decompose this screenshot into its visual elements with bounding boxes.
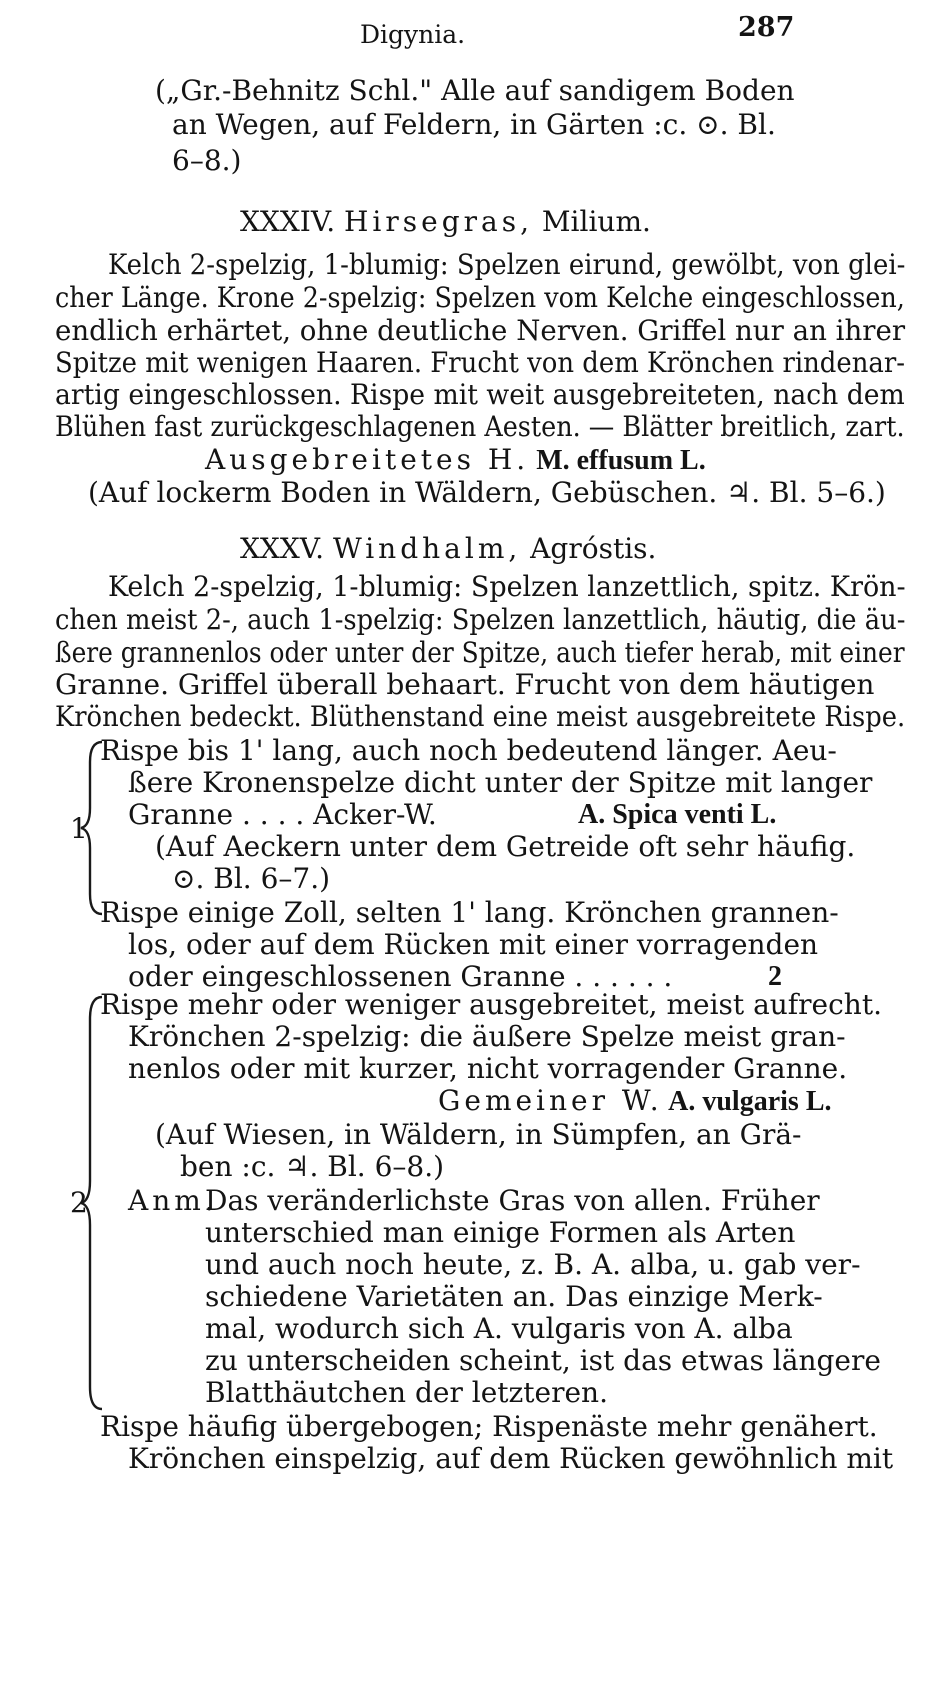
page-number: 287 <box>738 12 795 43</box>
section-35-number: XXXV. <box>240 532 333 565</box>
section-35-german-name: Windhalm, <box>332 532 522 565</box>
key-1b-line-2: los, oder auf dem Rücken mit einer vorragenden <box>128 928 819 961</box>
key-2a-species-latin: A. vulgaris L. <box>662 1086 832 1117</box>
section-34-desc-4: Spitze mit wenigen Haaren. Frucht von dem Krönchen rindenar- <box>55 346 905 379</box>
section-35-desc-1: Kelch 2-spelzig, 1-blumig: Spelzen lanzettlich, spitz. Krön- <box>108 570 906 603</box>
intro-line-2: an Wegen, auf Feldern, in Gärten :c. ⊙. Bl. <box>172 108 776 141</box>
intro-line-1: („Gr.-Behnitz Schl." Alle auf sandigem Boden <box>155 74 795 107</box>
key-2a-note-2: unterschied man einige Formen als Arten <box>205 1216 796 1249</box>
section-34-german-name: Hirsegras, <box>344 205 533 238</box>
key-1a-line-4: (Auf Aeckern unter dem Getreide oft sehr häufig. <box>155 830 856 863</box>
section-35-heading <box>240 532 656 566</box>
key-2a-note-3: und auch noch heute, z. B. A. alba, u. gab ver- <box>205 1248 861 1281</box>
section-34-number: XXXIV. <box>240 205 344 238</box>
key-1b-line-3: oder eingeschlossenen Granne . . . . . . <box>128 960 673 993</box>
section-34-desc-3: endlich erhärtet, ohne deutliche Nerven. Griffel nur an ihrer <box>55 314 906 347</box>
key-2a-note-label: Anm. <box>128 1184 218 1217</box>
section-34-desc-6: Blühen fast zurückgeschlagenen Aesten. — Blätter breitlich, zart. <box>55 410 905 443</box>
section-34-species-latin: M. effusum L. <box>529 445 706 476</box>
key-2a-note-5: mal, wodurch sich A. vulgaris von A. alba <box>205 1312 793 1345</box>
section-35-desc-3: ßere grannenlos oder unter der Spitze, auch tiefer herab, mit einer <box>55 636 905 669</box>
section-35-desc-2: chen meist 2-, auch 1-spelzig: Spelzen lanzettlich, häutig, die äu- <box>55 603 906 636</box>
key-2b-line-1: Rispe häufig übergebogen; Rispenäste mehr genähert. <box>100 1410 878 1443</box>
section-34-species-german: Ausgebreitetes H. <box>205 443 530 476</box>
section-34-latin-name: Milium. <box>532 205 651 238</box>
section-35-desc-5: Krönchen bedeckt. Blüthenstand eine meist ausgebreitete Rispe. <box>55 700 906 733</box>
section-34-heading <box>240 205 651 239</box>
key-1b-reference: 2 <box>768 961 782 992</box>
key-2a-line-3: nenlos oder mit kurzer, nicht vorragender Granne. <box>128 1052 848 1085</box>
key-2a-species-german: Gemeiner W. <box>438 1084 663 1117</box>
section-34-desc-2: cher Länge. Krone 2-spelzig: Spelzen vom Kelche eingeschlossen, <box>55 281 905 314</box>
key-2a-note-1: Das veränderlichste Gras von allen. Früher <box>205 1184 820 1217</box>
key-2a-note-6: zu unterscheiden scheint, ist das etwas längere <box>205 1344 881 1377</box>
section-35-desc-4: Granne. Griffel überall behaart. Frucht von dem häutigen <box>55 668 875 701</box>
section-34-species <box>205 443 706 478</box>
section-35-latin-name: Agróstis. <box>521 532 657 565</box>
key-1a-line-2: ßere Kronenspelze dicht unter der Spitze mit langer <box>128 766 873 799</box>
key-2b-line-2: Krönchen einspelzig, auf dem Rücken gewöhnlich mit <box>128 1442 894 1475</box>
key-2a-note-7: Blatthäutchen der letzteren. <box>205 1376 608 1409</box>
key-2a-line-1: Rispe mehr oder weniger ausgebreitet, meist aufrecht. <box>100 988 882 1021</box>
key-1a-line-5: ⊙. Bl. 6–7.) <box>172 862 331 895</box>
section-34-desc-5: artig eingeschlossen. Rispe mit weit ausgebreiteten, nach dem <box>55 378 905 411</box>
section-34-desc-1: Kelch 2-spelzig, 1-blumig: Spelzen eirund, gewölbt, von glei- <box>108 248 906 281</box>
key-1-number: 1 <box>70 812 88 845</box>
key-2a-habitat-1: (Auf Wiesen, in Wäldern, in Sümpfen, an Grä- <box>155 1118 802 1151</box>
key-1a-species-latin: A. Spica venti L. <box>578 799 777 830</box>
key-2-number: 2 <box>70 1186 88 1219</box>
key-1a-line-1: Rispe bis 1' lang, auch noch bedeutend länger. Aeu- <box>100 734 837 767</box>
key-1b-line-1: Rispe einige Zoll, selten 1' lang. Krönchen grannen- <box>100 896 839 929</box>
key-1a-line-3: Granne . . . . Acker-W. <box>128 798 437 831</box>
key-2a-note-4: schiedene Varietäten an. Das einzige Merk- <box>205 1280 823 1313</box>
key-2a-habitat-2: ben :c. ♃. Bl. 6–8.) <box>180 1150 445 1183</box>
running-title: Digynia. <box>360 20 466 49</box>
section-34-habitat: (Auf lockerm Boden in Wäldern, Gebüschen. ♃. Bl. 5–6.) <box>88 476 886 509</box>
intro-line-3: 6–8.) <box>172 144 242 177</box>
key-2a-line-2: Krönchen 2-spelzig: die äußere Spelze meist gran- <box>128 1020 846 1053</box>
key-2a-species <box>438 1084 832 1119</box>
